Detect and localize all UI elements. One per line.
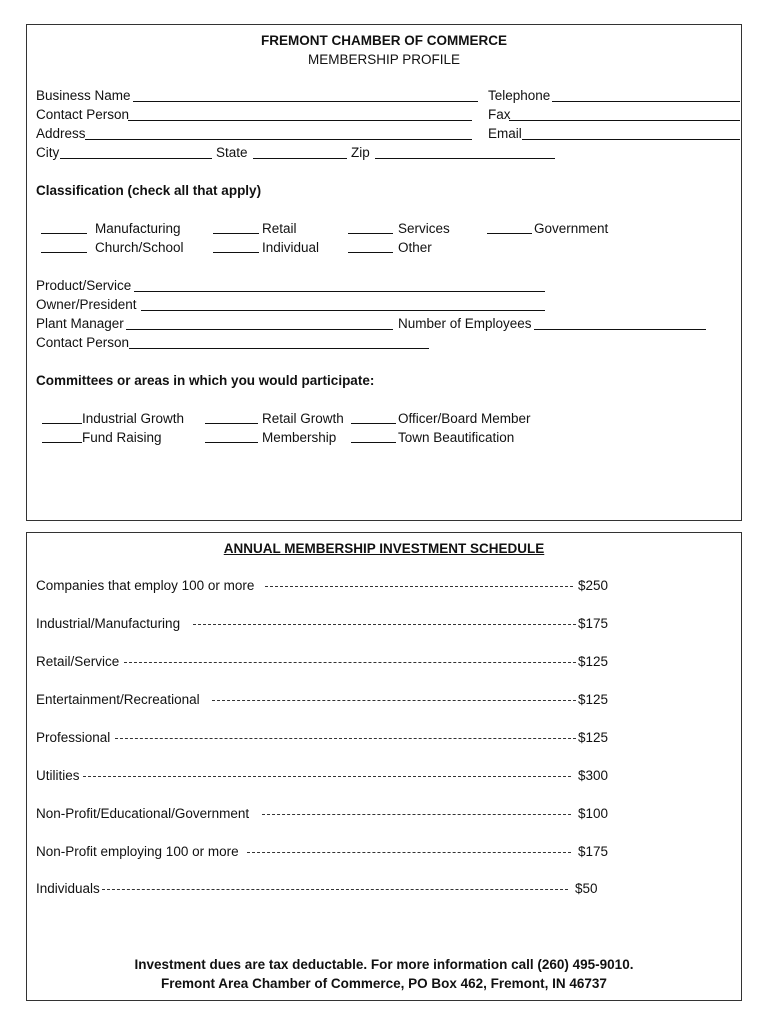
checkbox-line-industrial-growth[interactable] xyxy=(42,423,82,424)
leader-dots xyxy=(83,776,571,777)
option-officer-board: Officer/Board Member xyxy=(398,411,531,426)
schedule-row-label: Industrial/Manufacturing xyxy=(36,616,181,631)
schedule-row-price: $100 xyxy=(578,806,609,821)
checkbox-line-fund-raising[interactable] xyxy=(42,442,82,443)
classification-heading: Classification (check all that apply) xyxy=(36,183,262,198)
leader-dots xyxy=(124,662,576,663)
telephone-label: Telephone xyxy=(488,88,551,103)
schedule-row-price: $125 xyxy=(578,654,609,669)
schedule-row-price: $125 xyxy=(578,730,609,745)
option-town-beautification: Town Beautification xyxy=(398,430,515,445)
checkbox-line-individual[interactable] xyxy=(213,252,259,253)
fax-field[interactable] xyxy=(509,120,740,121)
state-label: State xyxy=(216,145,248,160)
checkbox-line-government[interactable] xyxy=(487,233,532,234)
email-field[interactable] xyxy=(522,139,740,140)
schedule-row-label: Non-Profit/Educational/Government xyxy=(36,806,250,821)
schedule-row-label: Utilities xyxy=(36,768,80,783)
state-field[interactable] xyxy=(253,158,347,159)
schedule-row-price: $175 xyxy=(578,616,609,631)
schedule-row-price: $250 xyxy=(578,578,609,593)
checkbox-line-town-beautification[interactable] xyxy=(351,442,396,443)
city-field[interactable] xyxy=(60,158,212,159)
schedule-heading: ANNUAL MEMBERSHIP INVESTMENT SCHEDULE xyxy=(223,541,545,556)
schedule-row-label: Entertainment/Recreational xyxy=(36,692,200,707)
owner-president-field[interactable] xyxy=(141,310,545,311)
checkbox-line-services[interactable] xyxy=(348,233,393,234)
email-label: Email xyxy=(488,126,522,141)
org-title: FREMONT CHAMBER OF COMMERCE xyxy=(261,33,507,48)
leader-dots xyxy=(265,586,573,587)
contact-person-field[interactable] xyxy=(128,120,472,121)
schedule-row-price: $300 xyxy=(578,768,609,783)
address-field[interactable] xyxy=(85,139,472,140)
checkbox-line-officer-board[interactable] xyxy=(351,423,396,424)
checkbox-line-membership[interactable] xyxy=(205,442,258,443)
contact-person-2-field[interactable] xyxy=(129,348,429,349)
business-name-field[interactable] xyxy=(133,101,478,102)
investment-schedule-section xyxy=(26,532,742,1001)
business-name-label: Business Name xyxy=(36,88,131,103)
option-membership: Membership xyxy=(262,430,337,445)
schedule-row-price: $125 xyxy=(578,692,609,707)
leader-dots xyxy=(262,814,571,815)
leader-dots xyxy=(247,852,571,853)
leader-dots xyxy=(102,889,568,890)
schedule-row-price: $50 xyxy=(575,881,598,896)
option-fund-raising: Fund Raising xyxy=(82,430,162,445)
leader-dots xyxy=(193,624,576,625)
committees-heading: Committees or areas in which you would participate: xyxy=(36,373,375,388)
option-other: Other xyxy=(398,240,432,255)
footer-tax-note: Investment dues are tax deductable. For more information call (260) 495-9010. xyxy=(134,957,634,972)
checkbox-line-church-school[interactable] xyxy=(41,252,87,253)
option-government: Government xyxy=(534,221,609,236)
address-label: Address xyxy=(36,126,86,141)
option-retail: Retail xyxy=(262,221,297,236)
option-manufacturing: Manufacturing xyxy=(95,221,181,236)
schedule-row-label: Individuals xyxy=(36,881,100,896)
checkbox-line-retail[interactable] xyxy=(213,233,259,234)
number-of-employees-label: Number of Employees xyxy=(398,316,532,331)
leader-dots xyxy=(212,700,576,701)
schedule-row-label: Companies that employ 100 or more xyxy=(36,578,255,593)
city-label: City xyxy=(36,145,60,160)
checkbox-line-other[interactable] xyxy=(348,252,393,253)
checkbox-line-retail-growth[interactable] xyxy=(205,423,258,424)
checkbox-line-manufacturing[interactable] xyxy=(41,233,87,234)
schedule-row-label: Retail/Service xyxy=(36,654,120,669)
option-services: Services xyxy=(398,221,450,236)
plant-manager-field[interactable] xyxy=(126,329,393,330)
schedule-row-label: Professional xyxy=(36,730,111,745)
owner-president-label: Owner/President xyxy=(36,297,137,312)
option-individual: Individual xyxy=(262,240,320,255)
option-church-school: Church/School xyxy=(95,240,184,255)
number-of-employees-field[interactable] xyxy=(534,329,706,330)
form-title: MEMBERSHIP PROFILE xyxy=(307,52,461,67)
contact-person-2-label: Contact Person xyxy=(36,335,130,350)
product-service-field[interactable] xyxy=(134,291,545,292)
fax-label: Fax xyxy=(488,107,511,122)
contact-person-label: Contact Person xyxy=(36,107,130,122)
zip-field[interactable] xyxy=(375,158,555,159)
option-industrial-growth: Industrial Growth xyxy=(82,411,185,426)
membership-profile-section xyxy=(26,24,742,521)
option-retail-growth: Retail Growth xyxy=(262,411,344,426)
schedule-row-label: Non-Profit employing 100 or more xyxy=(36,844,239,859)
telephone-field[interactable] xyxy=(552,101,740,102)
zip-label: Zip xyxy=(351,145,370,160)
schedule-row-price: $175 xyxy=(578,844,609,859)
product-service-label: Product/Service xyxy=(36,278,132,293)
footer-address: Fremont Area Chamber of Commerce, PO Box 462, Fremont, IN 46737 xyxy=(161,976,607,991)
plant-manager-label: Plant Manager xyxy=(36,316,124,331)
leader-dots xyxy=(115,738,576,739)
